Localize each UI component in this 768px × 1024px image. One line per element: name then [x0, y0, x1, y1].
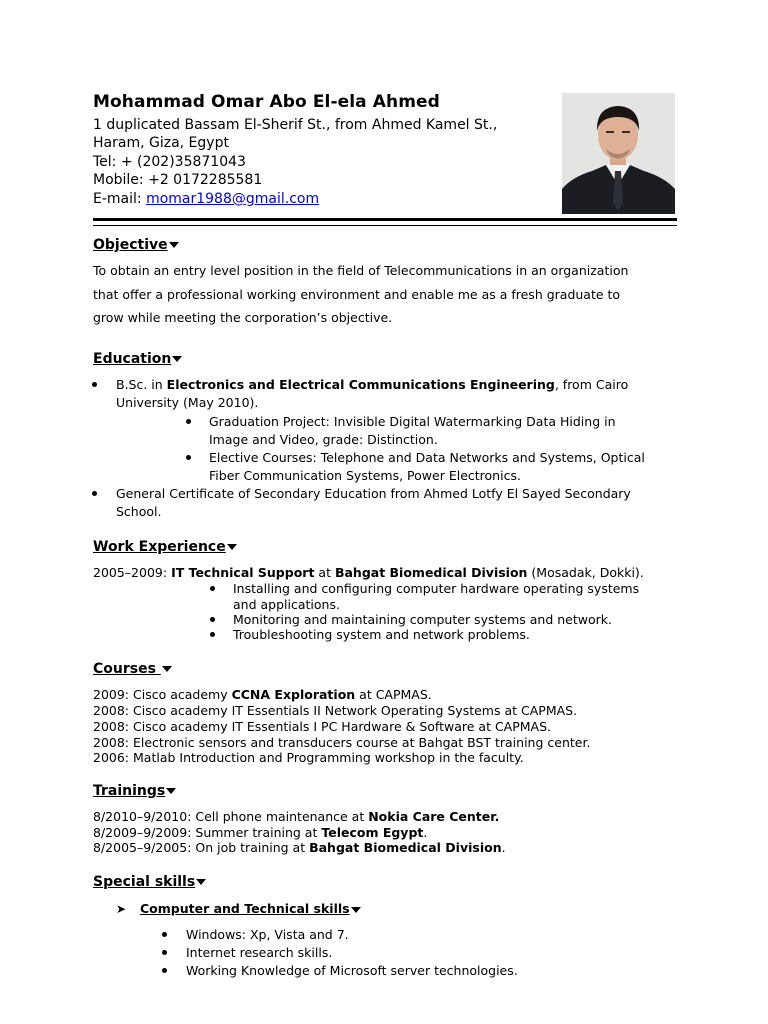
bullet-icon: [92, 382, 97, 387]
education-university: University (May 2010).: [116, 395, 259, 410]
work-duty-1-line-1: Installing and configuring computer hardware operating systems: [233, 581, 640, 596]
training-1: 8/2010–9/2010: Cell phone maintenance at Nokia Care Center.: [93, 809, 500, 824]
education-electives-line-2: Fiber Communication Systems, Power Electronics.: [209, 468, 521, 483]
dropdown-arrow-icon: [196, 879, 206, 885]
objective-line-2: that offer a professional working environment and enable me as a fresh graduate to: [93, 287, 621, 302]
bullet-icon: [162, 932, 167, 937]
objective-line-1: To obtain an entry level position in the field of Telecommunications in an organization: [93, 263, 629, 278]
arrow-bullet-icon: ➤: [116, 902, 127, 916]
work-entry: 2005–2009: IT Technical Support at Bahgat Biomedical Division (Mosadak, Dokki).: [93, 565, 644, 580]
email-line: [93, 190, 319, 208]
section-title-education: Education: [93, 351, 182, 367]
section-title-special-skills: Special skills: [93, 874, 206, 890]
section-title-courses: Courses: [93, 661, 172, 677]
education-project-line-2: Image and Video, grade: Distinction.: [209, 432, 438, 447]
dropdown-arrow-icon: [166, 788, 176, 794]
bullet-icon: [210, 632, 215, 637]
course-5: 2006: Matlab Introduction and Programming workshop in the faculty.: [93, 750, 524, 765]
email-label: E-mail:: [93, 191, 147, 207]
course-1: 2009: Cisco academy CCNA Exploration at CAPMAS.: [93, 687, 432, 702]
section-title-objective: Objective: [93, 237, 179, 253]
dropdown-arrow-icon: [227, 544, 237, 550]
dropdown-arrow-icon: [162, 666, 172, 672]
dropdown-arrow-icon: [169, 242, 179, 248]
bullet-icon: [186, 419, 191, 424]
bullet-icon: [162, 950, 167, 955]
header-divider-thin: [93, 225, 677, 226]
telephone: Tel: + (202)35871043: [93, 154, 246, 170]
profile-photo: [562, 93, 675, 214]
skill-3: Working Knowledge of Microsoft server technologies.: [186, 963, 518, 978]
education-degree: B.Sc. in Electronics and Electrical Communications Engineering, from Cairo: [116, 377, 629, 392]
bullet-icon: [162, 968, 167, 973]
work-duty-3: Troubleshooting system and network problems.: [233, 627, 530, 642]
work-duty-2: Monitoring and maintaining computer systems and network.: [233, 612, 612, 627]
bullet-icon: [186, 455, 191, 460]
profile-photo-portrait: [562, 93, 675, 214]
candidate-name: Mohammad Omar Abo El-ela Ahmed: [93, 92, 440, 112]
course-3: 2008: Cisco academy IT Essentials I PC Hardware & Software at CAPMAS.: [93, 719, 552, 734]
subsection-title-computer-skills: Computer and Technical skills: [140, 901, 361, 916]
bullet-icon: [210, 586, 215, 591]
training-3: 8/2005–9/2005: On job training at Bahgat Biomedical Division.: [93, 840, 506, 855]
address-line-1: 1 duplicated Bassam El-Sherif St., from Ahmed Kamel St.,: [93, 117, 498, 133]
training-2: 8/2009–9/2009: Summer training at Telecom Egypt.: [93, 825, 428, 840]
email-link[interactable]: momar1988@gmail.com: [146, 191, 320, 207]
bullet-icon: [210, 617, 215, 622]
bullet-icon: [92, 491, 97, 496]
address-line-2: Haram, Giza, Egypt: [93, 135, 229, 151]
education-electives-line-1: Elective Courses: Telephone and Data Networks and Systems, Optical: [209, 450, 645, 465]
section-title-work-experience: Work Experience: [93, 539, 237, 555]
mobile: Mobile: +2 0172285581: [93, 172, 263, 188]
course-2: 2008: Cisco academy IT Essentials II Network Operating Systems at CAPMAS.: [93, 703, 578, 718]
work-duty-1-line-2: and applications.: [233, 597, 340, 612]
education-secondary-line-2: School.: [116, 504, 162, 519]
course-4: 2008: Electronic sensors and transducers course at Bahgat BST training center.: [93, 735, 591, 750]
header-divider-thick: [93, 218, 677, 221]
dropdown-arrow-icon: [351, 907, 361, 913]
education-secondary-line-1: General Certificate of Secondary Education from Ahmed Lotfy El Sayed Secondary: [116, 486, 631, 501]
section-title-trainings: Trainings: [93, 783, 176, 799]
skill-2: Internet research skills.: [186, 945, 333, 960]
skill-1: Windows: Xp, Vista and 7.: [186, 927, 349, 942]
education-project-line-1: Graduation Project: Invisible Digital Watermarking Data Hiding in: [209, 414, 616, 429]
objective-line-3: grow while meeting the corporation’s objective.: [93, 310, 393, 325]
dropdown-arrow-icon: [172, 356, 182, 362]
